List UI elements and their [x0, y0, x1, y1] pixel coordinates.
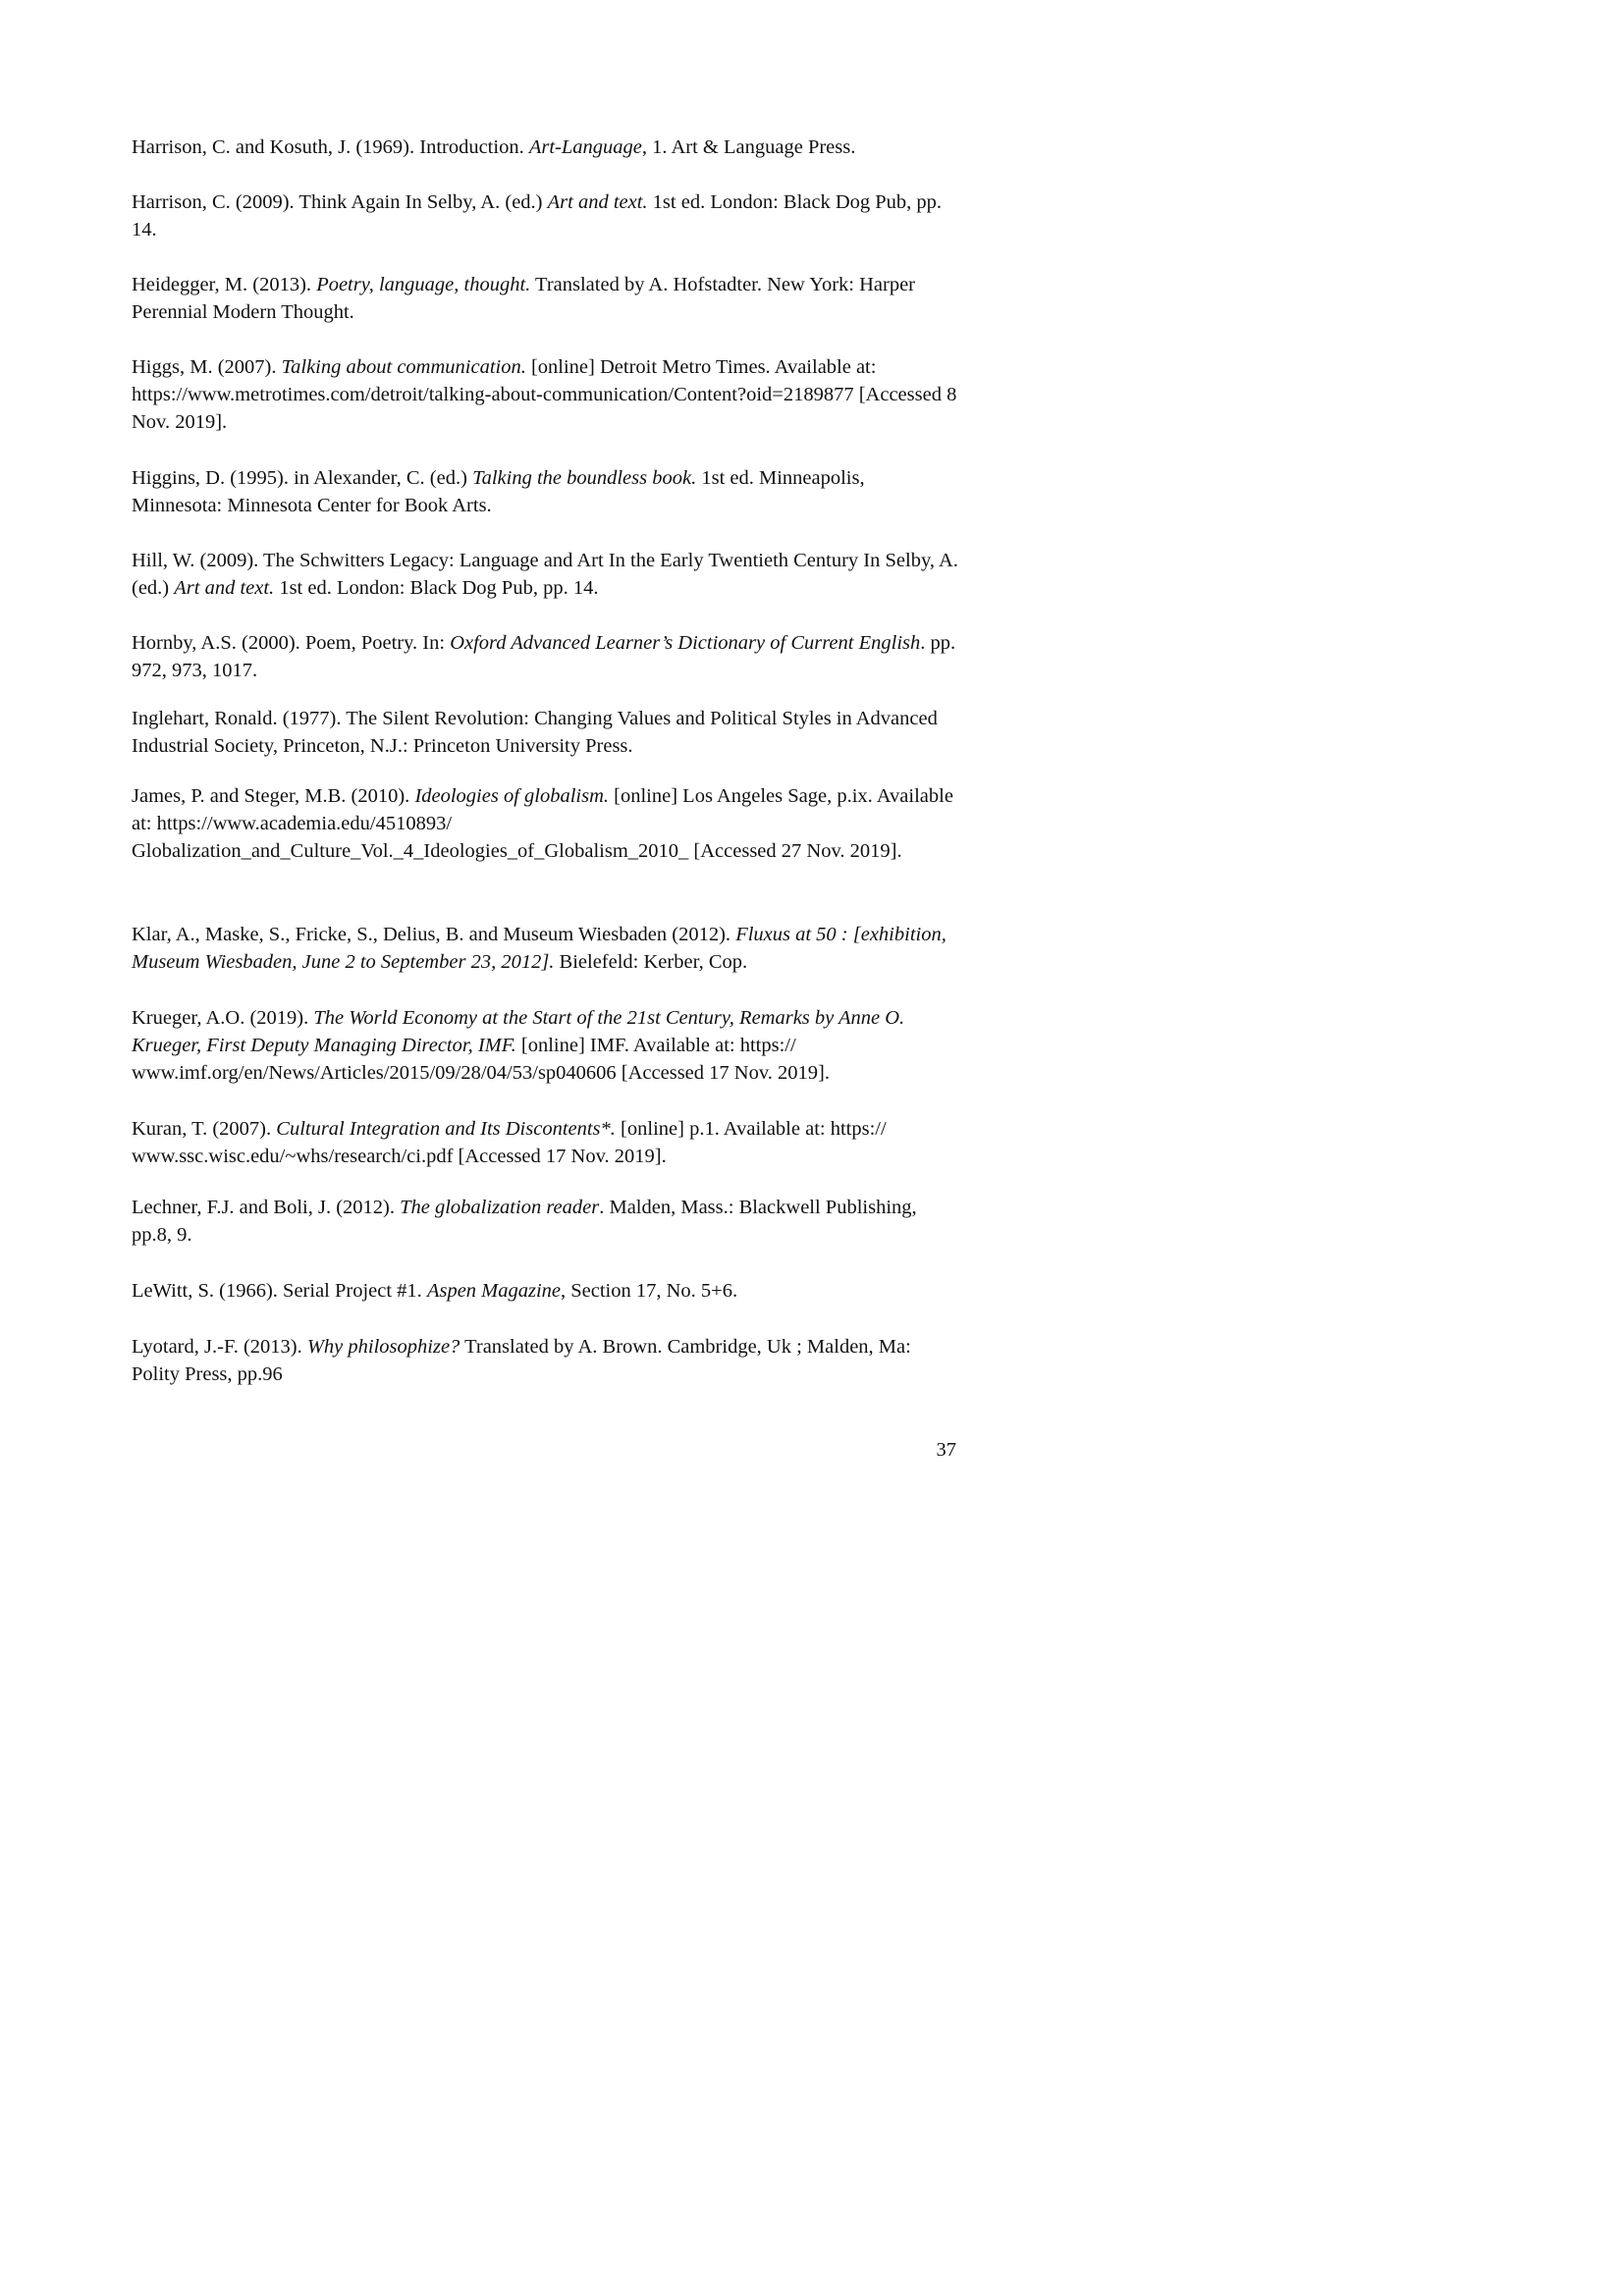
reference-entry: Kuran, T. (2007). Cultural Integration and Its Discontents*. [online] p.1. Available at: https:// www.ssc.wisc.edu/~whs/research/ci.pdf [Accessed 17 Nov. 2019].: [132, 1118, 887, 1167]
reference-entry: Lyotard, J.-F. (2013). Why philosophize? Translated by A. Brown. Cambridge, Uk ; Malden, Ma: Polity Press, pp.96: [132, 1336, 911, 1385]
reference-entry: Higgins, D. (1995). in Alexander, C. (ed.) Talking the boundless book. 1st ed. Minneapolis, Minnesota: Minnesota Center for Book Arts.: [132, 467, 865, 516]
reference-entry: Harrison, C. (2009). Think Again In Selby, A. (ed.) Art and text. 1st ed. London: Black Dog Pub, pp. 14.: [132, 191, 943, 240]
reference-entry: Higgs, M. (2007). Talking about communication. [online] Detroit Metro Times. Available at: https://www.metrotimes.com/detroit/talking-about-communication/Content?oid=2189877 [Accessed 8 Nov. 2019].: [132, 356, 957, 433]
reference-entry: Heidegger, M. (2013). Poetry, language, thought. Translated by A. Hofstadter. New York: Harper Perennial Modern Thought.: [132, 274, 916, 323]
reference-entry: LeWitt, S. (1966). Serial Project #1. Aspen Magazine, Section 17, No. 5+6.: [132, 1280, 738, 1302]
reference-entry: Krueger, A.O. (2019). The World Economy at the Start of the 21st Century, Remarks by Anne O. Krueger, First Deputy Managing Director, IMF. [online] IMF. Available at: https:// www.imf.org/en/News/Articles/2015/09/28/04/53/sp040606 [Accessed 17 Nov. 2019].: [132, 1007, 905, 1084]
reference-entry: Lechner, F.J. and Boli, J. (2012). The globalization reader. Malden, Mass.: Blackwell Publishing, pp.8, 9.: [132, 1197, 917, 1246]
document-page: [0, 0, 1080, 1527]
reference-entry: Hornby, A.S. (2000). Poem, Poetry. In: Oxford Advanced Learner’s Dictionary of Current English. pp. 972, 973, 1017.: [132, 632, 956, 681]
reference-entry: Klar, A., Maske, S., Fricke, S., Delius, B. and Museum Wiesbaden (2012). Fluxus at 50 : [exhibition, Museum Wiesbaden, June 2 to September 23, 2012]. Bielefeld: Kerber, Cop.: [132, 924, 947, 973]
reference-entry: Hill, W. (2009). The Schwitters Legacy: Language and Art In the Early Twentieth Century In Selby, A. (ed.) Art and text. 1st ed. London: Black Dog Pub, pp. 14.: [132, 550, 958, 599]
reference-entry: Harrison, C. and Kosuth, J. (1969). Introduction. Art-Language, 1. Art & Language Press.: [132, 136, 856, 158]
reference-entry: Inglehart, Ronald. (1977). The Silent Revolution: Changing Values and Political Styles in Advanced Industrial Society, Princeton, N.J.: Princeton University Press.: [132, 708, 938, 757]
page-number: 37: [936, 1439, 956, 1461]
reference-entry: James, P. and Steger, M.B. (2010). Ideologies of globalism. [online] Los Angeles Sage, p.ix. Available at: https://www.academia.edu/4510893/ Globalization_and_Culture_Vol._4_Ideologies_of_Globalism_2010_ [Accessed 27 Nov. 2019].: [132, 785, 953, 862]
